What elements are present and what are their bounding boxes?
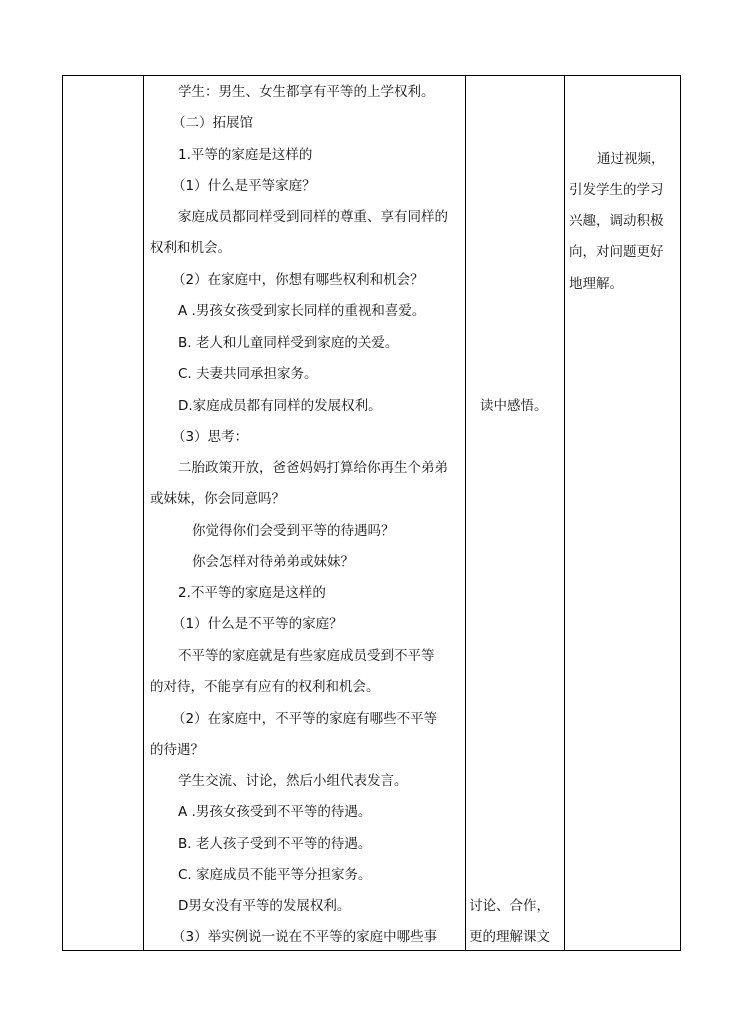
activity-discuss: 讨论、合作， (469, 898, 550, 914)
activity-discuss: 更的理解课文 (469, 929, 550, 945)
content-line: C. 家庭成员不能平等分担家务。 (178, 867, 372, 883)
content-line: D男女没有平等的发展权利。 (178, 898, 351, 914)
intent-line: 通过视频， (597, 151, 665, 167)
content-line: （2）在家庭中，你想有哪些权利和机会？ (172, 272, 424, 288)
content-line: B. 老人孩子受到不平等的待遇。 (178, 836, 372, 852)
content-line: D.家庭成员都有同样的发展权利。 (178, 398, 382, 414)
content-line: 的对待，不能享有应有的权利和机会。 (150, 679, 380, 695)
content-line: 学生交流、讨论，然后小组代表发言。 (178, 773, 408, 789)
stage-cell (63, 76, 143, 950)
content-line: 2.不平等的家庭是这样的 (178, 585, 326, 601)
content-line: 你会怎样对待弟弟或妹妹？ (192, 554, 354, 570)
content-line: 学生：男生、女生都享有平等的上学权利。 (178, 84, 435, 100)
intent-line: 向，对问题更好 (569, 244, 664, 260)
intent-line: 兴趣，调动积极 (569, 213, 664, 229)
content-line: 1.平等的家庭是这样的 (178, 147, 313, 163)
content-line: C. 夫妻共同承担家务。 (178, 366, 318, 382)
lesson-table (62, 75, 681, 951)
content-line: B. 老人和儿童同样受到家庭的关爱。 (178, 335, 399, 351)
intent-line: 引发学生的学习 (569, 182, 664, 198)
design-intent-cell (565, 76, 681, 950)
content-line: （3）思考： (172, 429, 249, 445)
content-line: 家庭成员都同样受到同样的尊重、享有同样的 (178, 209, 448, 225)
content-line: （2）在家庭中，不平等的家庭有哪些不平等 (172, 711, 438, 727)
content-line: 不平等的家庭就是有些家庭成员受到不平等 (178, 648, 435, 664)
content-line: （3）举实例说一说在不平等的家庭中哪些事 (172, 929, 438, 945)
content-line: （1）什么是平等家庭？ (172, 178, 316, 194)
content-line: 的待遇？ (150, 742, 204, 758)
content-line: （二）拓展馆 (172, 115, 253, 131)
intent-line: 地理解。 (569, 276, 623, 292)
content-line: 权利和机会。 (150, 240, 231, 256)
activity-reading: 读中感悟。 (480, 398, 548, 414)
content-line: 你觉得你们会受到平等的待遇吗？ (192, 523, 395, 539)
content-line: （1）什么是不平等的家庭？ (172, 616, 343, 632)
teaching-content-cell (144, 76, 465, 950)
content-line: 二胎政策开放，爸爸妈妈打算给你再生个弟弟 (178, 460, 448, 476)
content-line: A .男孩女孩受到家长同样的重视和喜爱。 (178, 303, 426, 319)
content-line: A .男孩女孩受到不平等的待遇。 (178, 804, 372, 820)
content-line: 或妹妹，你会同意吗？ (150, 491, 285, 507)
student-activity-cell (466, 76, 564, 950)
